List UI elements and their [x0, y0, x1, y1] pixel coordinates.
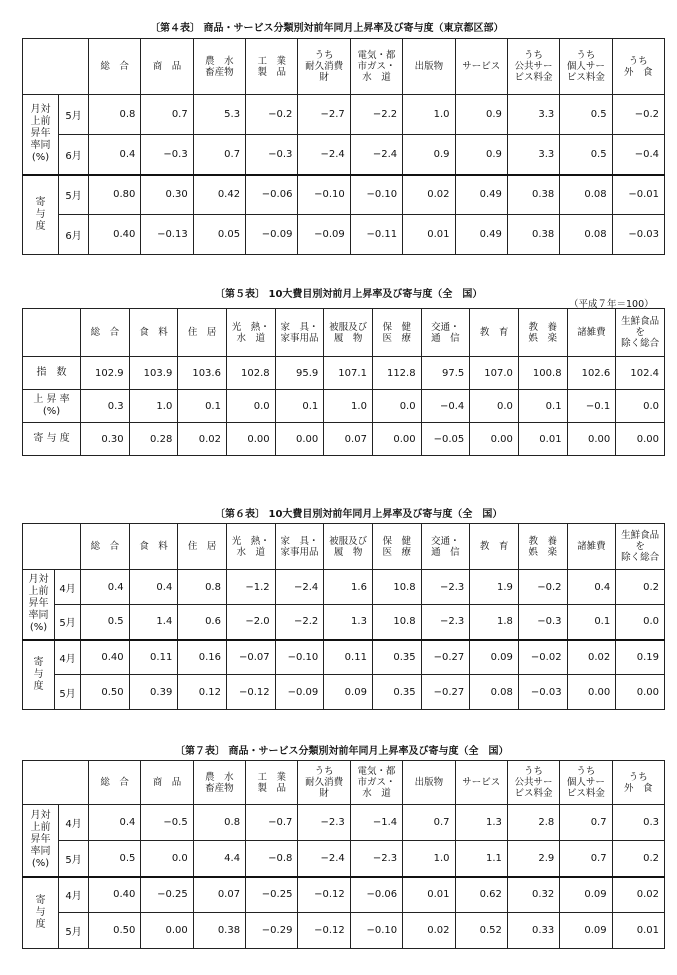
- value-cell: 0.02: [178, 423, 227, 456]
- value-cell: −0.7: [246, 805, 298, 841]
- column-header: 食 料: [129, 309, 178, 357]
- row-label: 寄 与 度: [23, 423, 81, 456]
- value-cell: 0.0: [141, 841, 193, 877]
- value-cell: −0.27: [421, 640, 470, 675]
- value-cell: 0.01: [518, 423, 567, 456]
- value-cell: 0.50: [81, 675, 130, 710]
- value-cell: 0.5: [89, 841, 141, 877]
- value-cell: 0.9: [455, 95, 507, 135]
- column-header: 保 健 医 療: [372, 524, 421, 570]
- value-cell: −0.06: [350, 877, 402, 913]
- table-row: [23, 95, 665, 135]
- column-header: 教 育: [470, 309, 519, 357]
- value-cell: −2.0: [226, 605, 275, 640]
- table-row: [23, 135, 665, 175]
- value-cell: 102.4: [616, 357, 665, 390]
- value-cell: 0.33: [507, 913, 559, 949]
- row-label: 指 数: [23, 357, 81, 390]
- value-cell: −0.2: [246, 95, 298, 135]
- column-header: 住 居: [178, 309, 227, 357]
- table-row: [23, 640, 665, 675]
- value-cell: 0.7: [403, 805, 455, 841]
- value-cell: 0.40: [89, 215, 141, 255]
- value-cell: 0.08: [470, 675, 519, 710]
- value-cell: 0.0: [616, 390, 665, 423]
- value-cell: 0.35: [372, 640, 421, 675]
- value-cell: −2.3: [350, 841, 402, 877]
- month-label: 5月: [59, 95, 89, 135]
- value-cell: 1.0: [403, 841, 455, 877]
- value-cell: 0.00: [567, 675, 616, 710]
- value-cell: −0.01: [612, 175, 664, 215]
- value-cell: −0.10: [350, 913, 402, 949]
- value-cell: 95.9: [275, 357, 324, 390]
- value-cell: 0.42: [193, 175, 245, 215]
- column-header: 電気・都 市ガス・ 水 道: [350, 761, 402, 805]
- value-cell: −0.13: [141, 215, 193, 255]
- column-header: 生鮮食品 を 除く総合: [616, 309, 665, 357]
- table-row: [23, 175, 665, 215]
- value-cell: 1.0: [403, 95, 455, 135]
- value-cell: −2.3: [421, 605, 470, 640]
- month-label: 5月: [59, 175, 89, 215]
- value-cell: 0.39: [129, 675, 178, 710]
- column-header: 電気・都 市ガス・ 水 道: [350, 39, 402, 95]
- column-header: 生鮮食品 を 除く総合: [616, 524, 665, 570]
- value-cell: −0.12: [226, 675, 275, 710]
- value-cell: 0.30: [81, 423, 130, 456]
- table-row: [23, 390, 665, 423]
- column-header: 交通・ 通 信: [421, 524, 470, 570]
- value-cell: −2.3: [421, 570, 470, 605]
- group-label-rate: 月対 上前 昇年 率同 (%): [23, 570, 55, 640]
- column-header: うち 公共サー ビス料金: [507, 761, 559, 805]
- value-cell: 3.3: [507, 135, 559, 175]
- table-row: [23, 215, 665, 255]
- value-cell: 0.01: [612, 913, 664, 949]
- value-cell: −1.2: [226, 570, 275, 605]
- value-cell: 0.52: [455, 913, 507, 949]
- value-cell: −0.25: [141, 877, 193, 913]
- value-cell: 0.00: [616, 423, 665, 456]
- value-cell: 0.09: [560, 877, 612, 913]
- value-cell: −2.2: [275, 605, 324, 640]
- value-cell: 0.02: [567, 640, 616, 675]
- value-cell: 0.4: [81, 570, 130, 605]
- column-header: 出版物: [403, 39, 455, 95]
- column-header: 総 合: [81, 309, 130, 357]
- value-cell: 0.30: [141, 175, 193, 215]
- value-cell: 0.50: [89, 913, 141, 949]
- row-label: 上 昇 率 (%): [23, 390, 81, 423]
- value-cell: 0.12: [178, 675, 227, 710]
- value-cell: −1.4: [350, 805, 402, 841]
- value-cell: 0.49: [455, 215, 507, 255]
- value-cell: 0.00: [470, 423, 519, 456]
- month-label: 5月: [55, 605, 81, 640]
- value-cell: 0.7: [193, 135, 245, 175]
- value-cell: −2.7: [298, 95, 350, 135]
- value-cell: 0.00: [567, 423, 616, 456]
- column-header: うち 公共サー ビス料金: [507, 39, 559, 95]
- value-cell: 0.9: [403, 135, 455, 175]
- value-cell: −2.4: [350, 135, 402, 175]
- value-cell: 0.00: [616, 675, 665, 710]
- month-label: 4月: [59, 877, 89, 913]
- column-header: うち 個人サー ビス料金: [560, 39, 612, 95]
- value-cell: 0.5: [81, 605, 130, 640]
- column-header: サービス: [455, 39, 507, 95]
- value-cell: −0.10: [298, 175, 350, 215]
- value-cell: 0.8: [89, 95, 141, 135]
- value-cell: 10.8: [372, 570, 421, 605]
- value-cell: −0.03: [612, 215, 664, 255]
- column-header: うち 外 食: [612, 39, 664, 95]
- column-header: 保 健 医 療: [372, 309, 421, 357]
- value-cell: 0.07: [324, 423, 373, 456]
- value-cell: 0.2: [616, 570, 665, 605]
- value-cell: 0.7: [560, 841, 612, 877]
- value-cell: −0.1: [567, 390, 616, 423]
- table-row: [23, 570, 665, 605]
- value-cell: 0.1: [567, 605, 616, 640]
- value-cell: 0.1: [275, 390, 324, 423]
- column-header: 住 居: [178, 524, 227, 570]
- value-cell: −0.8: [246, 841, 298, 877]
- column-header: 農 水 畜産物: [193, 761, 245, 805]
- value-cell: 2.8: [507, 805, 559, 841]
- column-header: サービス: [455, 761, 507, 805]
- value-cell: 97.5: [421, 357, 470, 390]
- value-cell: 103.9: [129, 357, 178, 390]
- value-cell: −0.12: [298, 913, 350, 949]
- table5: [22, 308, 665, 456]
- value-cell: 0.16: [178, 640, 227, 675]
- value-cell: −2.2: [350, 95, 402, 135]
- value-cell: −0.2: [518, 570, 567, 605]
- value-cell: 100.8: [518, 357, 567, 390]
- value-cell: 0.40: [81, 640, 130, 675]
- column-header: 商 品: [141, 761, 193, 805]
- value-cell: 1.6: [324, 570, 373, 605]
- value-cell: −0.03: [518, 675, 567, 710]
- group-label-rate: 月対 上前 昇年 率同 (%): [23, 95, 59, 175]
- value-cell: 0.08: [560, 175, 612, 215]
- table7: [22, 760, 665, 949]
- table4-title: 〔第４表〕 商品・サービス分類別対前年同月上昇率及び寄与度（東京都区部）: [150, 23, 504, 34]
- value-cell: 112.8: [372, 357, 421, 390]
- value-cell: 0.09: [560, 913, 612, 949]
- column-header: 光 熱・ 水 道: [226, 524, 275, 570]
- column-header: 工 業 製 品: [246, 39, 298, 95]
- table-row: [23, 357, 665, 390]
- value-cell: 102.8: [226, 357, 275, 390]
- month-label: 4月: [55, 640, 81, 675]
- month-label: 5月: [55, 675, 81, 710]
- value-cell: −0.09: [246, 215, 298, 255]
- value-cell: 0.19: [616, 640, 665, 675]
- column-header: 出版物: [403, 761, 455, 805]
- column-header: 教 養 娯 楽: [518, 524, 567, 570]
- value-cell: 0.62: [455, 877, 507, 913]
- column-header: うち 外 食: [612, 761, 664, 805]
- month-label: 6月: [59, 215, 89, 255]
- column-header: 農 水 畜産物: [193, 39, 245, 95]
- value-cell: 0.1: [518, 390, 567, 423]
- value-cell: 0.38: [507, 215, 559, 255]
- value-cell: −2.4: [298, 135, 350, 175]
- value-cell: 0.02: [612, 877, 664, 913]
- column-header: 交通・ 通 信: [421, 309, 470, 357]
- value-cell: 3.3: [507, 95, 559, 135]
- value-cell: −2.3: [298, 805, 350, 841]
- header-corner-cell: [23, 761, 89, 805]
- table7-title: 〔第７表〕 商品・サービス分類別対前年同月上昇率及び寄与度（全 国）: [175, 746, 509, 757]
- column-header: 被服及び 履 物: [324, 309, 373, 357]
- value-cell: −0.12: [298, 877, 350, 913]
- value-cell: 0.38: [193, 913, 245, 949]
- column-header: 教 育: [470, 524, 519, 570]
- value-cell: 5.3: [193, 95, 245, 135]
- value-cell: −0.25: [246, 877, 298, 913]
- table-row: [23, 605, 665, 640]
- value-cell: 1.0: [129, 390, 178, 423]
- header-corner-cell: [23, 309, 81, 357]
- value-cell: 1.9: [470, 570, 519, 605]
- value-cell: −0.4: [421, 390, 470, 423]
- value-cell: 0.4: [129, 570, 178, 605]
- value-cell: 0.00: [372, 423, 421, 456]
- value-cell: 0.3: [612, 805, 664, 841]
- value-cell: 0.49: [455, 175, 507, 215]
- column-header: うち 個人サー ビス料金: [560, 761, 612, 805]
- column-header: うち 耐久消費財: [298, 39, 350, 95]
- column-header: 教 養 娯 楽: [518, 309, 567, 357]
- value-cell: 0.7: [141, 95, 193, 135]
- value-cell: 1.8: [470, 605, 519, 640]
- value-cell: 1.1: [455, 841, 507, 877]
- value-cell: 0.9: [455, 135, 507, 175]
- column-header: 総 合: [81, 524, 130, 570]
- value-cell: 102.9: [81, 357, 130, 390]
- value-cell: −0.27: [421, 675, 470, 710]
- value-cell: 0.09: [324, 675, 373, 710]
- value-cell: 1.4: [129, 605, 178, 640]
- value-cell: 0.11: [129, 640, 178, 675]
- table5-title: 〔第５表〕 10大費目別対前月上昇率及び寄与度（全 国）: [215, 289, 483, 300]
- value-cell: 103.6: [178, 357, 227, 390]
- value-cell: 0.5: [560, 135, 612, 175]
- value-cell: 0.08: [560, 215, 612, 255]
- value-cell: 0.00: [275, 423, 324, 456]
- column-header: 食 料: [129, 524, 178, 570]
- value-cell: −0.2: [612, 95, 664, 135]
- value-cell: 0.01: [403, 215, 455, 255]
- group-label-contribution: 寄 与 度: [23, 175, 59, 255]
- value-cell: 0.00: [141, 913, 193, 949]
- table-row: [23, 841, 665, 877]
- column-header: 家 具・ 家事用品: [275, 309, 324, 357]
- value-cell: −0.4: [612, 135, 664, 175]
- value-cell: 0.40: [89, 877, 141, 913]
- value-cell: 0.0: [226, 390, 275, 423]
- value-cell: −0.11: [350, 215, 402, 255]
- value-cell: 0.0: [470, 390, 519, 423]
- column-header: 光 熱・ 水 道: [226, 309, 275, 357]
- value-cell: −0.29: [246, 913, 298, 949]
- table6: [22, 523, 665, 710]
- value-cell: 0.8: [193, 805, 245, 841]
- column-header: 諸雑費: [567, 309, 616, 357]
- value-cell: −0.07: [226, 640, 275, 675]
- value-cell: 1.0: [324, 390, 373, 423]
- value-cell: 1.3: [455, 805, 507, 841]
- table-row: [23, 423, 665, 456]
- table6-title: 〔第６表〕 10大費目別対前年同月上昇率及び寄与度（全 国）: [215, 509, 503, 520]
- value-cell: 0.80: [89, 175, 141, 215]
- column-header: 家 具・ 家事用品: [275, 524, 324, 570]
- value-cell: 107.0: [470, 357, 519, 390]
- month-label: 6月: [59, 135, 89, 175]
- value-cell: −0.02: [518, 640, 567, 675]
- table-row: [23, 805, 665, 841]
- value-cell: −0.09: [298, 215, 350, 255]
- value-cell: −0.06: [246, 175, 298, 215]
- month-label: 4月: [55, 570, 81, 605]
- value-cell: 1.3: [324, 605, 373, 640]
- value-cell: −0.09: [275, 675, 324, 710]
- value-cell: 0.0: [372, 390, 421, 423]
- column-header: 工 業 製 品: [246, 761, 298, 805]
- value-cell: 0.38: [507, 175, 559, 215]
- column-header: 総 合: [89, 39, 141, 95]
- value-cell: 0.0: [616, 605, 665, 640]
- value-cell: −0.3: [141, 135, 193, 175]
- value-cell: −2.4: [298, 841, 350, 877]
- value-cell: 0.4: [89, 805, 141, 841]
- value-cell: 0.4: [567, 570, 616, 605]
- value-cell: 0.09: [470, 640, 519, 675]
- group-label-contribution: 寄 与 度: [23, 640, 55, 710]
- value-cell: 0.7: [560, 805, 612, 841]
- value-cell: −0.3: [246, 135, 298, 175]
- value-cell: 0.32: [507, 877, 559, 913]
- header-corner-cell: [23, 39, 89, 95]
- value-cell: 0.5: [560, 95, 612, 135]
- value-cell: −0.10: [275, 640, 324, 675]
- table-row: [23, 675, 665, 710]
- value-cell: −0.5: [141, 805, 193, 841]
- value-cell: 0.00: [226, 423, 275, 456]
- value-cell: −2.4: [275, 570, 324, 605]
- column-header: 諸雑費: [567, 524, 616, 570]
- value-cell: 0.4: [89, 135, 141, 175]
- table5-base-year-note: （平成７年＝100）: [569, 299, 654, 310]
- month-label: 5月: [59, 913, 89, 949]
- value-cell: 107.1: [324, 357, 373, 390]
- table-row: [23, 913, 665, 949]
- value-cell: 102.6: [567, 357, 616, 390]
- value-cell: 0.07: [193, 877, 245, 913]
- month-label: 4月: [59, 805, 89, 841]
- value-cell: 0.11: [324, 640, 373, 675]
- value-cell: 0.35: [372, 675, 421, 710]
- value-cell: 10.8: [372, 605, 421, 640]
- value-cell: 0.05: [193, 215, 245, 255]
- value-cell: 0.8: [178, 570, 227, 605]
- column-header: 商 品: [141, 39, 193, 95]
- value-cell: 0.3: [81, 390, 130, 423]
- group-label-rate: 月対 上前 昇年 率同 (%): [23, 805, 59, 877]
- value-cell: 0.1: [178, 390, 227, 423]
- value-cell: −0.3: [518, 605, 567, 640]
- table-row: [23, 877, 665, 913]
- month-label: 5月: [59, 841, 89, 877]
- table4: [22, 38, 665, 255]
- value-cell: 0.02: [403, 913, 455, 949]
- value-cell: 2.9: [507, 841, 559, 877]
- value-cell: 4.4: [193, 841, 245, 877]
- value-cell: 0.2: [612, 841, 664, 877]
- value-cell: 0.28: [129, 423, 178, 456]
- column-header: 被服及び 履 物: [324, 524, 373, 570]
- value-cell: −0.10: [350, 175, 402, 215]
- value-cell: −0.05: [421, 423, 470, 456]
- value-cell: 0.01: [403, 877, 455, 913]
- value-cell: 0.02: [403, 175, 455, 215]
- header-corner-cell: [23, 524, 81, 570]
- group-label-contribution: 寄 与 度: [23, 877, 59, 949]
- column-header: うち 耐久消費財: [298, 761, 350, 805]
- value-cell: 0.6: [178, 605, 227, 640]
- column-header: 総 合: [89, 761, 141, 805]
